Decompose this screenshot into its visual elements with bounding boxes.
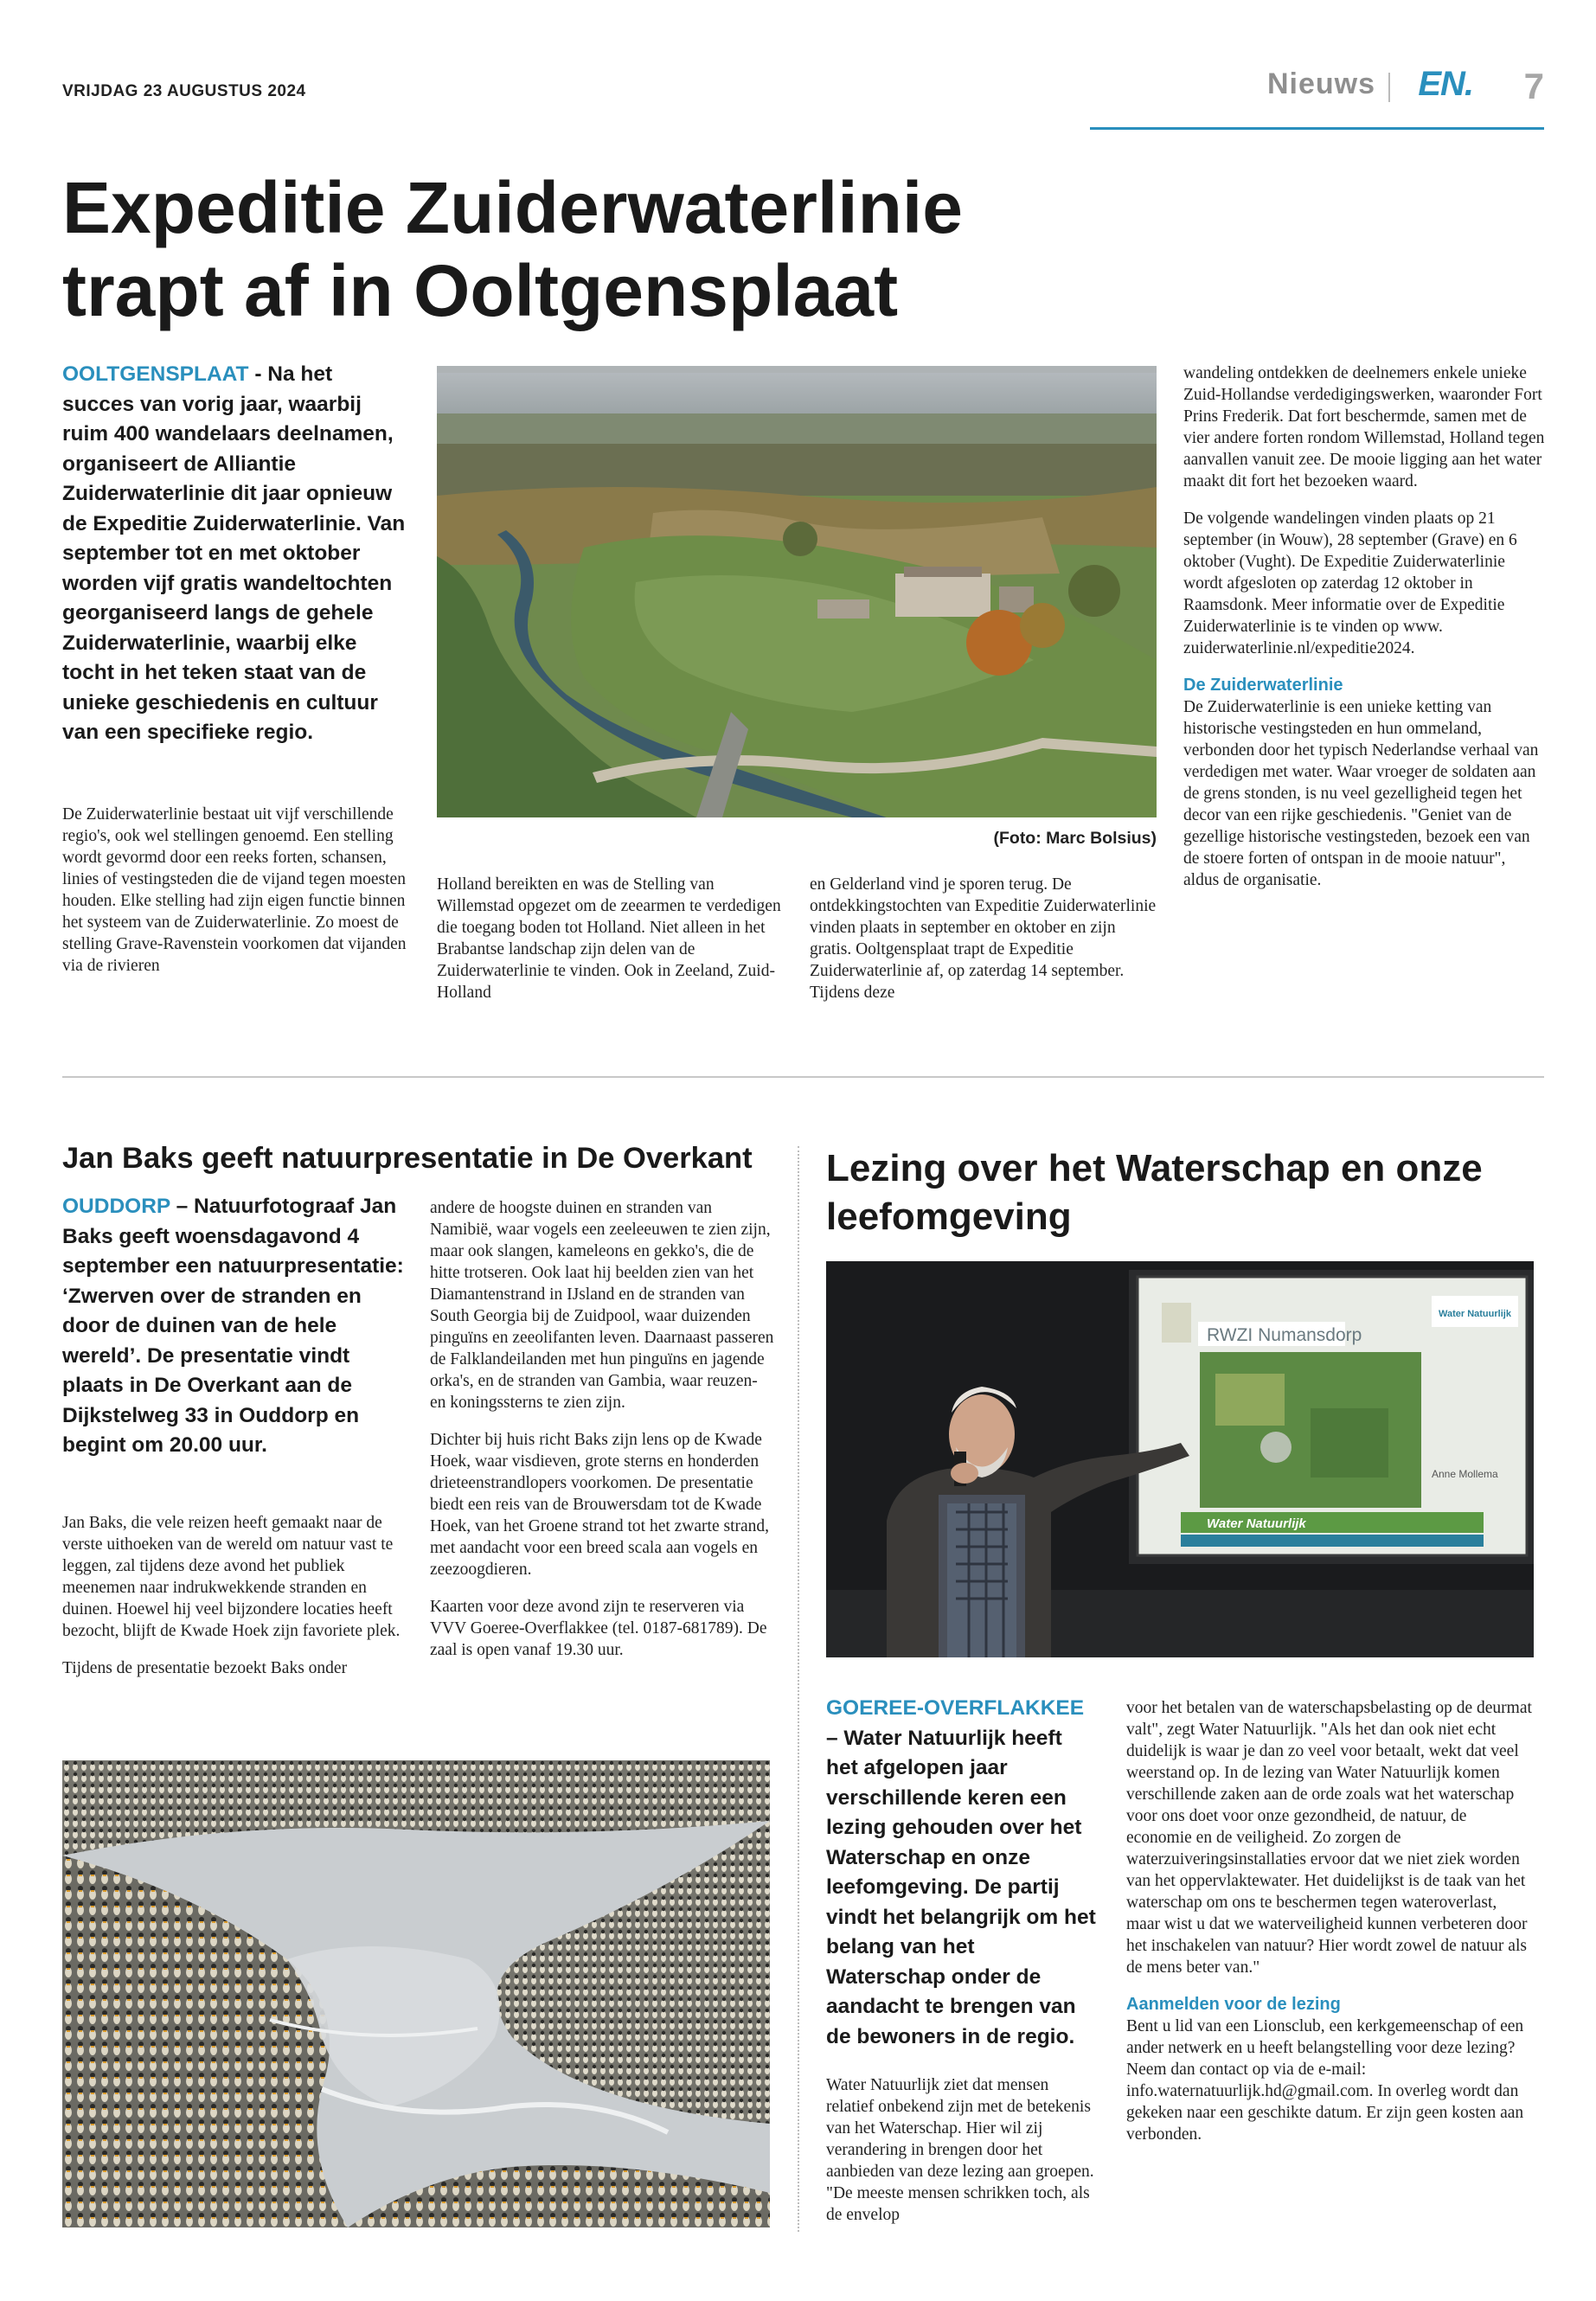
article2-col2-p3: Kaarten voor deze avond zijn te reserveren via VVV Goeree-Overflakkee (tel. 0187-681789). De zaal is open vanaf 19.30 uur. (430, 1598, 767, 1659)
article2-col2 (430, 1197, 774, 1661)
section-name: Nieuws (1266, 67, 1375, 100)
article3-col2-p1: voor het betalen van de waterschapsbelasting op de deurmat valt", zegt Water Natuurlijk. "Als het dan ook niet echt duidelijk is waar je dan zo veel voor betaalt, wekt dat veel weerstand op. In de lezing van Water Natuurlijk komen verschillende zaken aan de orde zoals wat het waterschap voor ons doet voor onze gezondheid, de natuur, de economie en de veiligheid. Zo zorgen de waterzuiveringsinstallaties ervoor dat we niet ziek worden van het oppervlaktewater. Het duidelijkst is de taak van het waterschap om ons te beschermen tegen wateroverlast, maar wist u dat we waterveiligheid kunnen verbeteren door het inschakelen van natuur? Hier wordt zowel de natuur als de mens beter van." (1126, 1699, 1532, 1977)
article1-col4-p2: De volgende wandelingen vinden plaats op 21 september (in Wouw), 28 september (Grave) en 6 oktober (Vught). De Expeditie Zuiderwaterlinie wordt afgesloten op zaterdag 12 oktober in Raamsdonk. Meer informatie over de Expeditie Zuiderwaterlinie is te vinden op www. zuiderwaterlinie.nl/expeditie2024. (1183, 510, 1517, 657)
header-divider (1388, 73, 1390, 102)
article1-col4 (1183, 362, 1545, 891)
article2-headline: Jan Baks geeft natuurpresentatie in De Overkant (62, 1142, 753, 1175)
column-divider (798, 1146, 799, 2232)
article1-location: OOLTGENSPLAAT (62, 362, 249, 386)
article3-headline: Lezing over het Waterschap en onze leefomgeving (826, 1147, 1483, 1238)
penguin-colony-photo (62, 1760, 770, 2227)
article1-headline: Expeditie Zuiderwaterlinie trapt af in Ooltgensplaat (62, 167, 963, 331)
article1-col4-subhead: De Zuiderwaterlinie (1183, 676, 1343, 695)
article1-col4-p3: De Zuiderwaterlinie is een unieke ketting van historische vestingsteden en hun ommeland, verbonden door het typisch Nederlandse verhaal van verdedigen met water. Waar vroeger de soldaten aan de grens stonden, is nu veel gezelligheid tegen het decor van een rijke geschiedenis. "Geniet van de gezellige historische vestingsteden, bezoek een van de stoere forten of ontspan in de mooie natuur", aldus de organisatie. (1183, 698, 1539, 889)
article2-col1-p1: Jan Baks, die vele reizen heeft gemaakt naar de verste uithoeken van de wereld om natuur vast te leggen, zal tijdens deze avond het publiek meenemen naar indrukwekkende stranden en duinen. Hoewel hij veel bijzondere locaties heeft bezocht, blijft de Kwade Hoek zijn favoriete plek. (62, 1514, 401, 1640)
article2-col1-p2: Tijdens de presentatie bezoekt Baks onder (62, 1659, 348, 1677)
article1-photo-caption: (Foto: Marc Bolsius) (993, 829, 1157, 848)
page-number: 7 (1523, 66, 1544, 106)
article1-col1: De Zuiderwaterlinie bestaat uit vijf verschillende regio's, ook wel stellingen genoemd. Een stelling wordt gevormd door een reeks forten, schansen, linies of vestingsteden die de vijand tegen moesten houden. Elke stelling had zijn eigen functie binnen het systeem van de Zuiderwaterlinie. Zo moest de stelling Grave-Ravenstein voorkomen dat vijanden via de rivieren (62, 805, 407, 975)
article1-lead (62, 360, 408, 748)
article3-location: GOEREE-OVERFLAKKEE (826, 1696, 1085, 1720)
article3-lead-text: – Water Natuurlijk heeft het afgelopen jaar verschillende keren een lezing gehouden over het Waterschap en onze leefomgeving. De partij vindt het belangrijk om het belang van het Waterschap onder de aandacht te brengen van de bewoners in de regio. (826, 1726, 1096, 2048)
article2-location: OUDDORP (62, 1195, 170, 1218)
article1-col4-p1: wandeling ontdekken de deelnemers enkele unieke Zuid-Hollandse verdedigingswerken, waaronder Fort Prins Frederik. Dat fort beschermde, samen met de vier andere forten rondom Willemstad, Holland tegen aanvallen vanuit zee. De mooie ligging aan het water maakt dit fort het bezoeken waard. (1183, 364, 1545, 490)
article1-lead-text: - Na het succes van vorig jaar, waarbij ruim 400 wandelaars deelnamen, organiseert de Alliantie Zuiderwaterlinie dit jaar opnieuw de Expeditie Zuiderwaterlinie. Van september tot en met oktober worden vijf gratis wandeltochten georganiseerd langs de gehele Zuiderwaterlinie, waarbij elke tocht in het teken staat van de unieke geschiedenis en cultuur van een specifieke regio. (62, 362, 406, 744)
article2-col1 (62, 1512, 408, 1679)
screen-slide-title: RWZI Numansdorp (1207, 1325, 1362, 1345)
article2-lead (62, 1192, 408, 1461)
article3-col2-p2: Bent u lid van een Lionsclub, een kerkgemeenschap of een ander netwerk en u heeft belangstelling voor deze lezing? Neem dan contact op via de e-mail: info.waternatuurlijk.hd@gmail.com. In overleg wordt dan gekeken naar een geschikte datum. Er zijn geen kosten aan verbonden. (1126, 2017, 1524, 2144)
article3-col1: Water Natuurlijk ziet dat mensen relatief onbekend zijn met de betekenis van het Waterschap. Hier wil zij verandering in brengen door het aanbieden van deze lezing aan groepen. "De meeste mensen schrikken toch, als de envelop (826, 2076, 1094, 2224)
screen-brand: Water Natuurlijk (1439, 1309, 1511, 1319)
fortress-aerial-photo (437, 366, 1157, 817)
article2-lead-text: – Natuurfotograaf Jan Baks geeft woensdagavond 4 september een natuurpresentatie: ‘Zwerven over de stranden en door de duinen van de hele wereld’. De presentatie vindt plaats in De Overkant aan de Dijkstelweg 33 in Ouddorp en begint om 20.00 uur. (62, 1195, 404, 1457)
screen-caption: Anne Mollema (1432, 1468, 1498, 1480)
issue-date: VRIJDAG 23 AUGUSTUS 2024 (62, 82, 306, 100)
article3-col2 (1126, 1697, 1533, 2145)
page-header (1090, 67, 1544, 130)
article3-lead (826, 1694, 1099, 2052)
article3-col2-subhead: Aanmelden voor de lezing (1126, 1995, 1341, 2014)
article2-col2-p1: andere de hoogste duinen en stranden van Namibië, waar vogels een zeeleeuwen te zien zijn, maar ook slangen, kameleons en gekko's, die de hitte trotseren. Ook laat hij beelden zien van het Diamantenstrand in IJsland en de stranden van South Georgia bij de Zuidpool, waar duizenden pinguïns en zeeolifanten leven. Daarnaast passeren de Falklandeilanden met hun pinguïns en jagende orka's, en de stranden van Gambia, waar reuzen- en koningssterns te zien zijn. (430, 1199, 774, 1412)
presentation-photo (826, 1261, 1534, 1657)
article1-col3: en Gelderland vind je sporen terug. De ontdekkingstochten van Expeditie Zuiderwaterlinie vinden plaats in september en oktober en zijn gratis. Ooltgensplaat trapt de Expeditie Zuiderwaterlinie af, op zaterdag 14 september. Tijdens deze (810, 875, 1157, 1002)
screen-footer: Water Natuurlijk (1207, 1516, 1306, 1531)
article2-col2-p2: Dichter bij huis richt Baks zijn lens op de Kwade Hoek, waar visdieven, grote sterns en honderden drieteenstrandlopers voorkomen. De presentatie biedt een reis van de Brouwersdam tot de Kwade Hoek, van het Groene strand tot het zwarte strand, met aandacht voor een breed scala aan vogels en zeezoogdieren. (430, 1431, 770, 1579)
section-divider (62, 1076, 1544, 1078)
article1-col2: Holland bereikten en was de Stelling van Willemstad opgezet om de zeearmen te verdedigen die toegang boden tot Holland. Niet alleen in het Brabantse landschap zijn delen van de Zuiderwaterlinie te vinden. Ook in Zeeland, Zuid-Holland (437, 875, 781, 1002)
brand-logo: EN. (1418, 65, 1473, 103)
